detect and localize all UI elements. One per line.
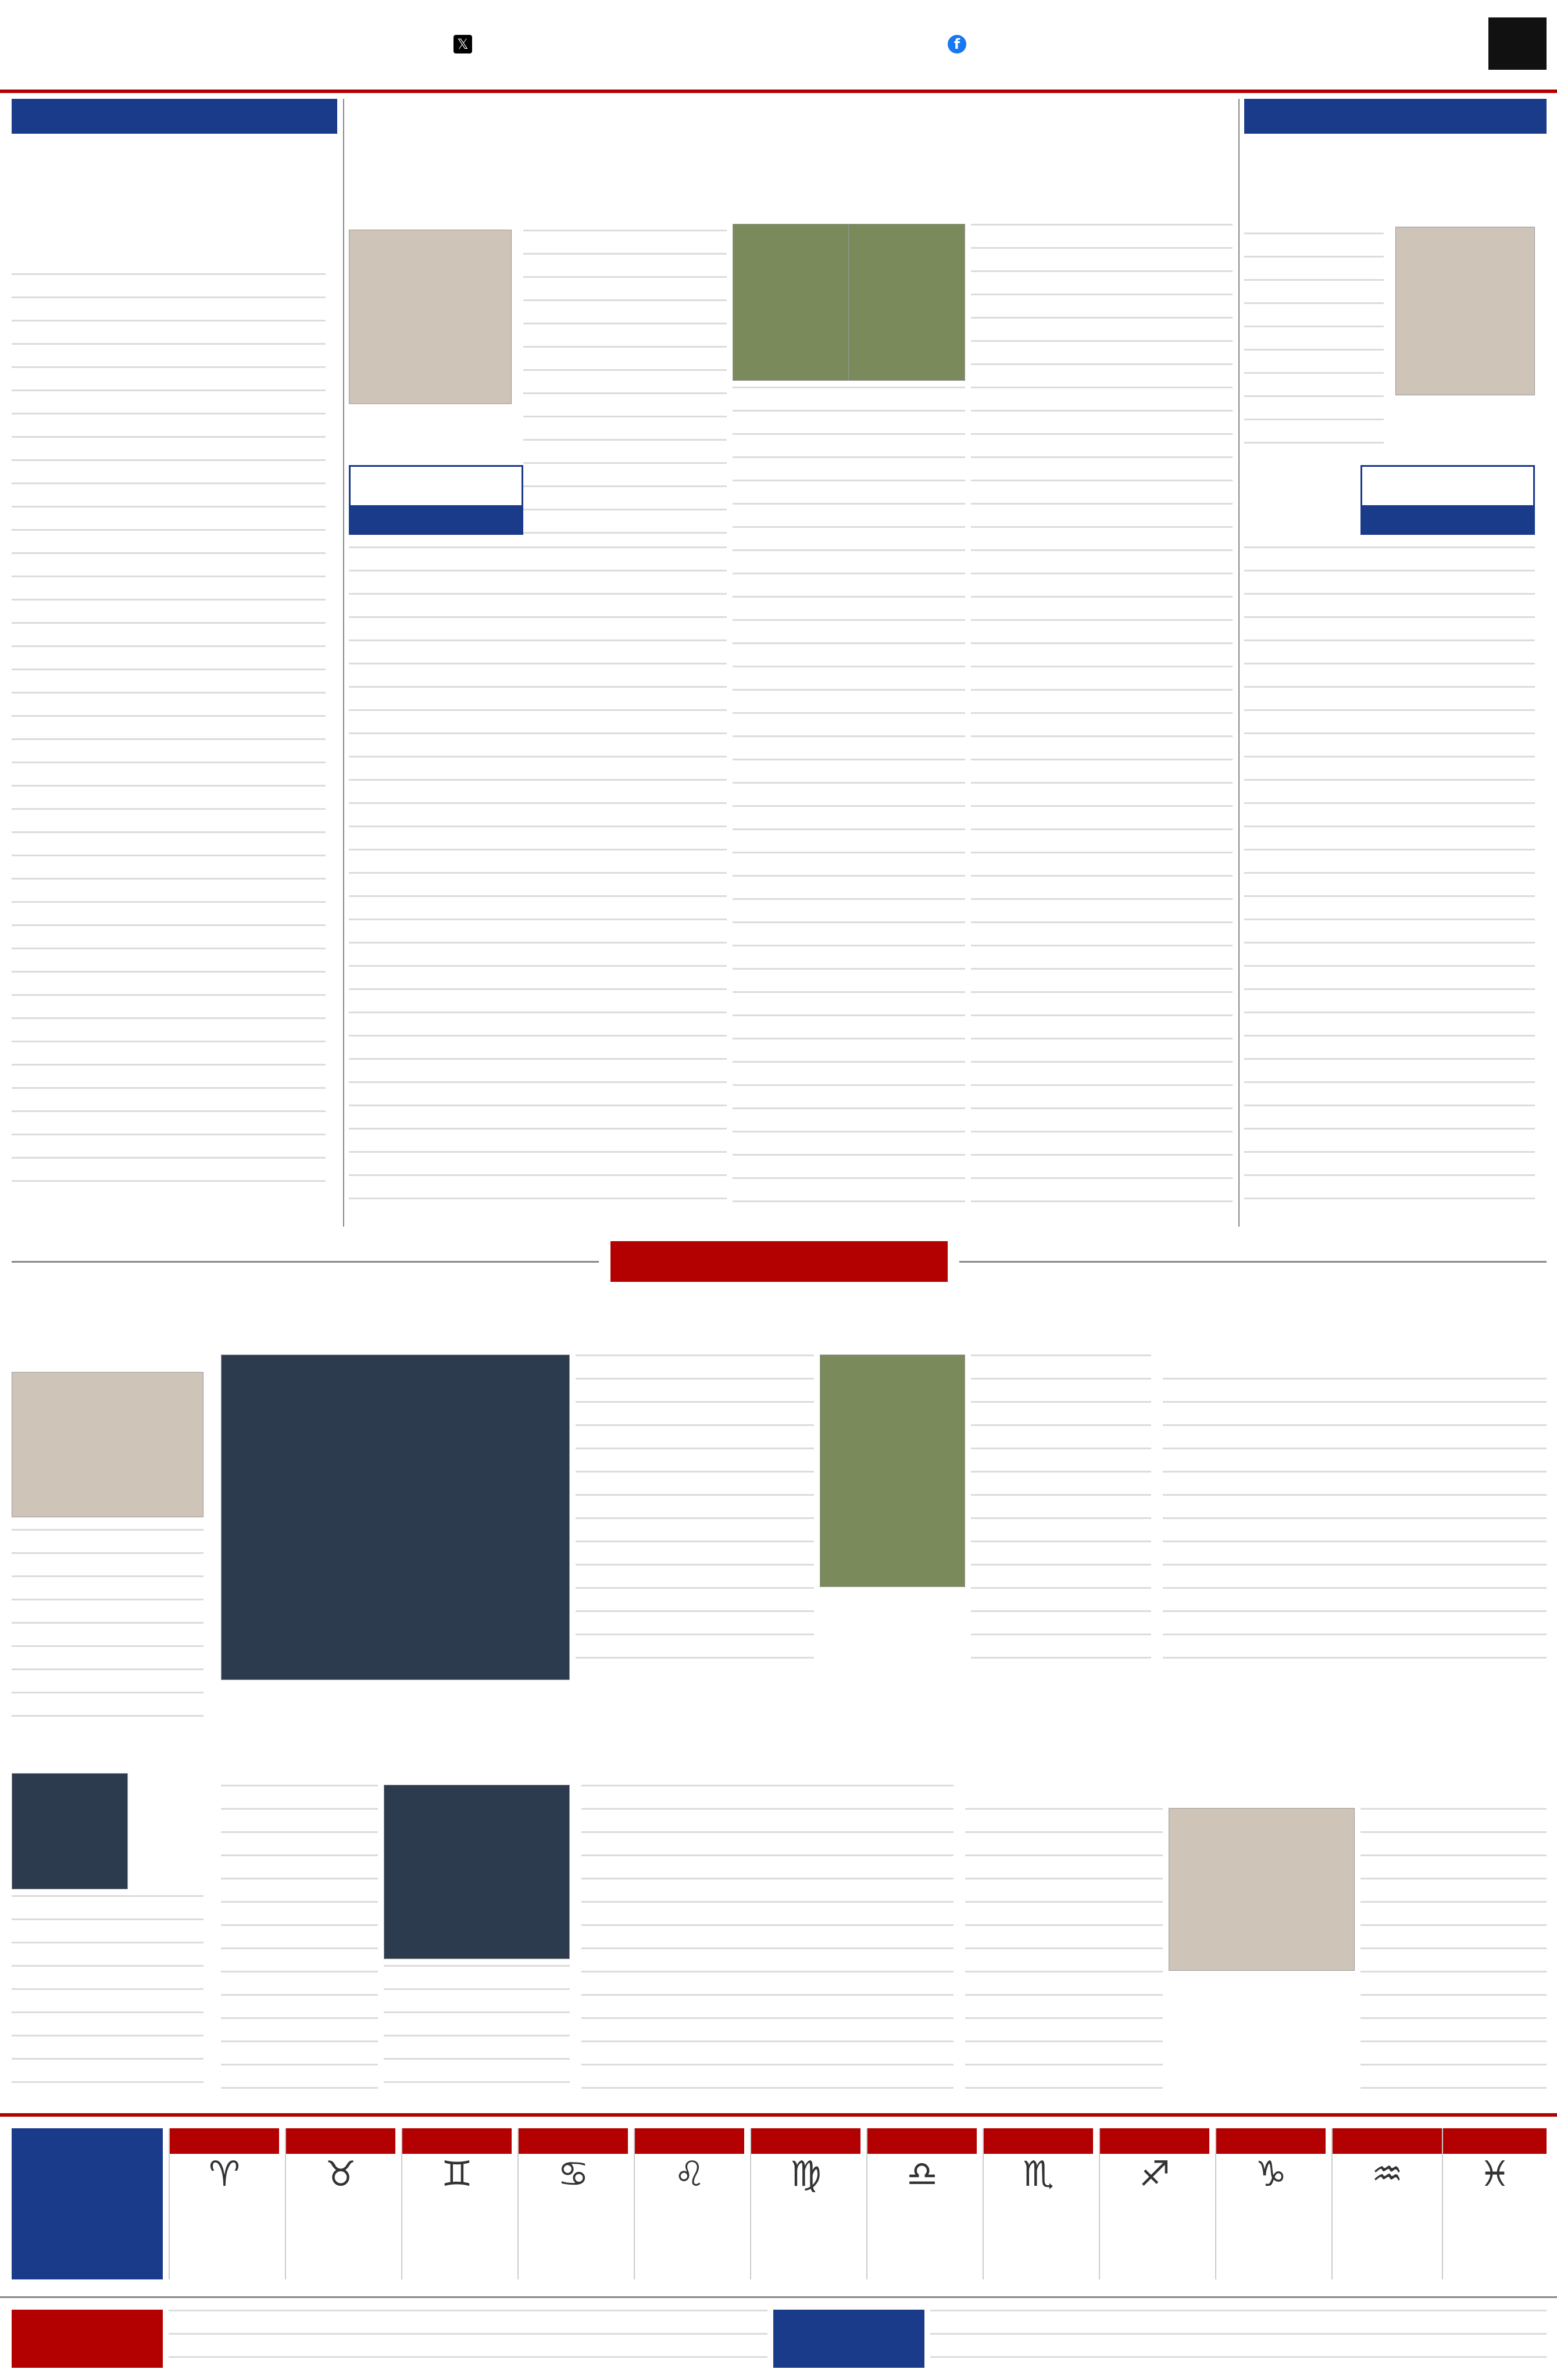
- editorial-headline: [12, 145, 337, 262]
- lower-headline-2: [581, 1698, 954, 1773]
- sign-label: [867, 2128, 977, 2154]
- sign-label: [1216, 2128, 1326, 2154]
- sign-label: [1333, 2128, 1442, 2154]
- coach-photo: [12, 1773, 128, 1889]
- twitter-link[interactable]: [453, 35, 477, 53]
- golfer-photo: [12, 1372, 203, 1517]
- blog-brand-box: [349, 465, 523, 535]
- sports-side-body: [1163, 1378, 1547, 1680]
- sign-label: [1100, 2128, 1209, 2154]
- sports-brief-label: [12, 1291, 215, 1325]
- sign-label: [635, 2128, 744, 2154]
- sign-pisces: [1442, 2128, 1547, 2279]
- blog-brand-label: [351, 467, 522, 505]
- sign-label: [402, 2128, 512, 2154]
- remembrance-brand-box: [1360, 465, 1535, 535]
- birthday-forecast-tag: [12, 2310, 163, 2368]
- scorpio-icon: ♏: [1023, 2154, 1054, 2195]
- blog-brand-sub: [351, 505, 522, 533]
- water-photo-2: [733, 224, 849, 381]
- page-number: [1488, 17, 1547, 70]
- brief-body-1: [12, 1529, 203, 1738]
- lower-body-2: [581, 1785, 954, 2093]
- sign-aries: [169, 2128, 279, 2279]
- sign-label: [170, 2128, 279, 2154]
- lower-headline-1: [221, 1698, 570, 1773]
- capricorn-icon: ♑: [1255, 2154, 1287, 2195]
- sports-band: [0, 1241, 1557, 1282]
- sign-label: [751, 2128, 860, 2154]
- band-rule-right: [959, 1261, 1547, 1263]
- business-forecast-body: [930, 2310, 1547, 2368]
- lower-body-1b: [384, 1965, 570, 2093]
- badminton-photo-2: [820, 1355, 965, 1587]
- cricket-photo: [384, 1785, 570, 1959]
- x-logo-icon: 𝕏: [453, 35, 472, 53]
- pisces-icon: ♓: [1479, 2154, 1510, 2195]
- footer-band: [0, 2296, 1557, 2380]
- sign-gemini: [401, 2128, 512, 2279]
- brief-body-2: [12, 1895, 203, 2093]
- masthead: [0, 0, 1557, 93]
- right-headline: [1244, 142, 1547, 223]
- sign-label: [286, 2128, 395, 2154]
- main-kicker: [349, 99, 1233, 134]
- portrait-photo: [349, 230, 512, 404]
- main-headline: [349, 134, 1233, 221]
- lower-headline-3: [965, 1698, 1547, 1796]
- right-body-main: [1244, 546, 1535, 1209]
- aquarius-icon: ♒: [1372, 2154, 1403, 2195]
- business-forecast-tag: [773, 2310, 924, 2368]
- sports-side-headline: [1163, 1291, 1547, 1366]
- main-body-top-left: [523, 230, 727, 544]
- aries-icon: ♈: [209, 2154, 240, 2195]
- lower-body-1a: [221, 1785, 378, 2093]
- sign-label: [519, 2128, 628, 2154]
- right-tag: [1244, 99, 1547, 134]
- sign-virgo: [750, 2128, 860, 2279]
- facebook-icon: f: [948, 35, 966, 53]
- remembrance-brand-sub: [1362, 505, 1533, 533]
- editorial-body: [12, 273, 326, 1203]
- today-box: [12, 2128, 163, 2279]
- badminton-photo-1: [221, 1355, 570, 1680]
- taurus-icon: ♉: [325, 2154, 356, 2195]
- band-rule-left: [12, 1261, 599, 1263]
- sign-capricorn: [1215, 2128, 1326, 2279]
- leo-icon: ♌: [674, 2154, 705, 2195]
- sign-scorpio: [983, 2128, 1093, 2279]
- sign-label: [984, 2128, 1093, 2154]
- sports-lead-body-2: [971, 1355, 1151, 1680]
- editorial-tag: [12, 99, 337, 134]
- lower-body-3a: [965, 1808, 1163, 2093]
- column-divider: [1238, 99, 1240, 1227]
- sports-section-tag: [610, 1241, 948, 1282]
- facebook-link[interactable]: [948, 35, 971, 53]
- gemini-icon: ♊: [441, 2154, 473, 2195]
- sign-label: [1443, 2128, 1547, 2154]
- horoscope-strip: [0, 2113, 1557, 2288]
- sports-lead-headline: [221, 1291, 1151, 1349]
- birthday-forecast-body: [169, 2310, 767, 2368]
- author-photo: [1395, 227, 1535, 395]
- virgo-icon: ♍: [790, 2154, 822, 2195]
- police-station-photo: [1169, 1808, 1355, 1971]
- right-body-top: [1244, 233, 1384, 453]
- main-body-col-2: [733, 387, 965, 1209]
- libra-icon: ♎: [906, 2154, 938, 2195]
- lower-body-3b: [1360, 1808, 1547, 2093]
- cancer-icon: ♋: [558, 2154, 589, 2195]
- main-body-col-1: [349, 546, 727, 1209]
- sign-leo: [634, 2128, 744, 2279]
- sign-cancer: [517, 2128, 628, 2279]
- sports-lead-body-1: [576, 1355, 814, 1680]
- sign-aquarius: [1331, 2128, 1442, 2279]
- column-divider: [343, 99, 344, 1227]
- newspaper-logo[interactable]: [17, 17, 227, 70]
- sign-sagittarius: [1099, 2128, 1209, 2279]
- editorial-column: [12, 99, 337, 1227]
- sign-taurus: [285, 2128, 395, 2279]
- remembrance-brand-label: [1362, 467, 1533, 505]
- sign-libra: [866, 2128, 977, 2279]
- main-body-col-3: [971, 224, 1233, 1209]
- sagittarius-icon: ♐: [1139, 2154, 1170, 2195]
